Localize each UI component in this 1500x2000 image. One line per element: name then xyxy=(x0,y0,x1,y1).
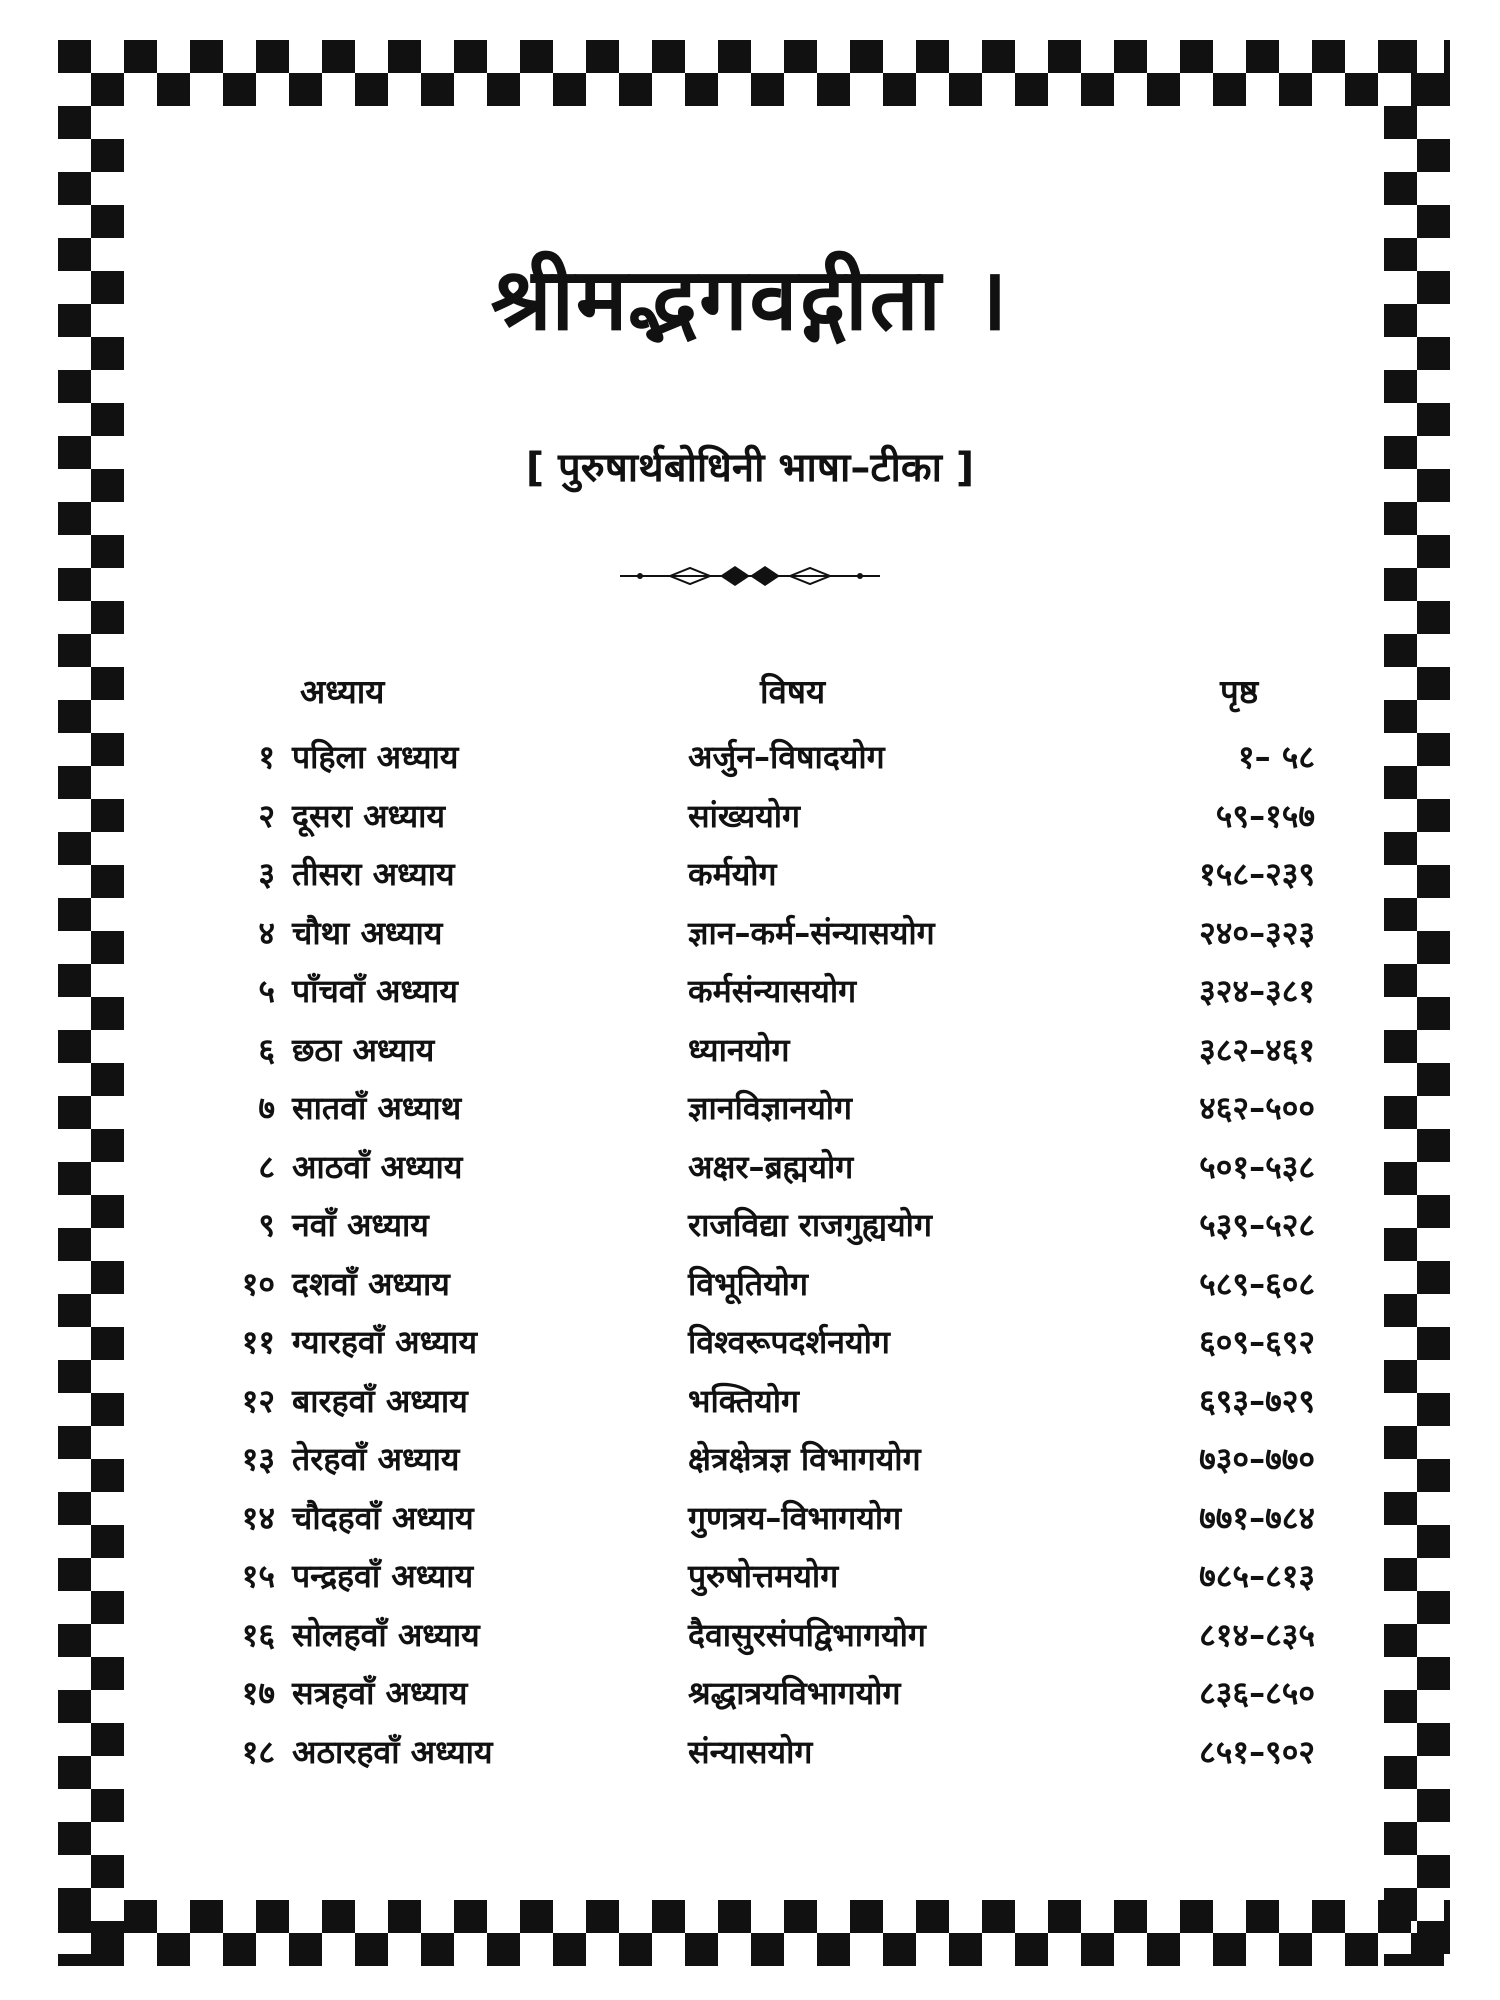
table-row xyxy=(0,1730,1500,1789)
border-square xyxy=(1417,667,1450,700)
border-square xyxy=(1384,172,1417,205)
border-square xyxy=(124,40,157,73)
border-square xyxy=(553,1933,586,1966)
chapter-number: ७ xyxy=(258,1089,275,1127)
column-header-page: पृष्ठ xyxy=(1220,672,1259,711)
page-title: श्रीमद्भगवद्गीता । xyxy=(490,250,1010,350)
border-top xyxy=(58,40,1450,106)
border-square xyxy=(1279,73,1312,106)
border-square xyxy=(784,1900,817,1933)
border-square xyxy=(1180,1900,1213,1933)
chapter-name: पन्द्रहवाँ अध्याय xyxy=(292,1557,474,1595)
border-square xyxy=(520,40,553,73)
border-square xyxy=(1147,1933,1180,1966)
chapter-pages: ५०१–५३८ xyxy=(1199,1147,1315,1186)
border-square xyxy=(256,40,289,73)
chapter-pages: ६९३–७२९ xyxy=(1199,1381,1315,1420)
border-square xyxy=(883,73,916,106)
border-square xyxy=(1048,40,1081,73)
border-square xyxy=(1384,1954,1417,1966)
chapter-number: ९ xyxy=(258,1206,275,1244)
chapter-pages: १५८–२३९ xyxy=(1199,855,1315,893)
chapter-subject: दैवासुरसंपद्विभागयोग xyxy=(688,1615,926,1654)
table-row xyxy=(0,911,1500,970)
border-square xyxy=(949,1933,982,1966)
chapter-subject: गुणत्रय–विभागयोग xyxy=(688,1498,902,1537)
ornament-divider xyxy=(600,556,900,596)
border-square xyxy=(157,73,190,106)
chapter-pages: ८१४–८३५ xyxy=(1199,1615,1315,1654)
table-row xyxy=(0,1671,1500,1730)
table-row xyxy=(0,1379,1500,1438)
table-row xyxy=(0,1496,1500,1555)
table-row xyxy=(0,1203,1500,1262)
border-square xyxy=(454,1900,487,1933)
chapter-name: चौदहवाँ अध्याय xyxy=(292,1498,474,1537)
border-square xyxy=(586,40,619,73)
chapter-name: चौथा अध्याय xyxy=(292,913,443,952)
chapter-subject: विभूतियोग xyxy=(688,1264,808,1303)
border-square xyxy=(652,1900,685,1933)
border-square xyxy=(355,1933,388,1966)
border-square xyxy=(1345,73,1378,106)
border-square xyxy=(949,73,982,106)
border-square xyxy=(1081,73,1114,106)
table-row xyxy=(0,1320,1500,1379)
border-square xyxy=(1312,1900,1345,1933)
chapter-pages: ८५१–९०२ xyxy=(1199,1732,1315,1771)
chapter-number: १४ xyxy=(241,1498,275,1537)
border-square xyxy=(1417,1855,1450,1888)
chapter-subject: श्रद्धात्रयविभागयोग xyxy=(688,1674,901,1712)
border-square xyxy=(91,535,124,568)
chapter-subject: सांख्ययोग xyxy=(688,796,801,835)
chapter-subject: संन्यासयोग xyxy=(688,1732,813,1771)
border-square xyxy=(916,40,949,73)
chapter-pages: ७८५–८१३ xyxy=(1199,1557,1315,1595)
chapter-pages: ५८९–६०८ xyxy=(1199,1264,1315,1303)
border-square xyxy=(58,568,91,601)
border-square xyxy=(1114,1900,1147,1933)
chapter-name: अठारहवाँ अध्याय xyxy=(292,1732,493,1771)
chapter-pages: ७३०–७७० xyxy=(1199,1440,1315,1478)
chapter-pages: १– ५८ xyxy=(1237,738,1315,776)
border-square xyxy=(1384,106,1417,139)
chapter-name: दशवाँ अध्याय xyxy=(292,1264,450,1303)
border-square xyxy=(58,40,91,73)
border-square xyxy=(223,73,256,106)
border-square xyxy=(388,1900,421,1933)
border-square xyxy=(619,1933,652,1966)
border-square xyxy=(157,1933,190,1966)
chapter-subject: विश्वरूपदर्शनयोग xyxy=(688,1323,890,1361)
table-row xyxy=(0,1613,1500,1672)
border-square xyxy=(91,403,124,436)
chapter-number: १८ xyxy=(241,1732,275,1771)
column-header-subject: विषय xyxy=(760,672,826,711)
border-square xyxy=(1279,1933,1312,1966)
chapter-subject: भक्तियोग xyxy=(688,1381,800,1420)
chapter-number: १६ xyxy=(241,1615,275,1654)
border-square xyxy=(817,73,850,106)
border-square xyxy=(1417,601,1450,634)
chapter-name: दूसरा अध्याय xyxy=(292,796,446,835)
border-square xyxy=(520,1900,553,1933)
table-row xyxy=(0,794,1500,853)
border-square xyxy=(1246,1900,1279,1933)
chapter-number: १७ xyxy=(241,1674,275,1712)
chapter-number: ४ xyxy=(258,913,275,952)
border-square xyxy=(58,634,91,667)
chapter-name: आठवाँ अध्याय xyxy=(292,1147,463,1186)
border-square xyxy=(817,1933,850,1966)
border-square xyxy=(1417,535,1450,568)
border-square xyxy=(91,1921,124,1954)
border-square xyxy=(91,1855,124,1888)
border-square xyxy=(322,1900,355,1933)
border-square xyxy=(1384,634,1417,667)
border-square xyxy=(58,1888,91,1921)
border-square xyxy=(652,40,685,73)
border-square xyxy=(1417,139,1450,172)
border-square xyxy=(421,1933,454,1966)
chapter-number: १५ xyxy=(241,1557,275,1595)
chapter-pages: ६०९–६९२ xyxy=(1199,1323,1315,1361)
table-row xyxy=(0,1086,1500,1145)
chapter-number: १३ xyxy=(241,1440,275,1478)
border-square xyxy=(58,1954,91,1966)
border-square xyxy=(1213,1933,1246,1966)
border-square xyxy=(1417,1921,1450,1954)
border-square xyxy=(1048,1900,1081,1933)
table-row xyxy=(0,735,1500,794)
border-square xyxy=(58,106,91,139)
border-square xyxy=(190,1900,223,1933)
chapter-pages: ३८२–४६१ xyxy=(1199,1030,1315,1069)
border-square xyxy=(58,700,91,733)
border-square xyxy=(256,1900,289,1933)
border-square xyxy=(1213,73,1246,106)
table-row xyxy=(0,1437,1500,1496)
border-square xyxy=(289,73,322,106)
chapter-number: १ xyxy=(258,738,275,776)
chapter-name: नवाँ अध्याय xyxy=(292,1206,429,1244)
border-bottom xyxy=(58,1900,1450,1966)
table-row xyxy=(0,1028,1500,1087)
chapter-pages: २४०–३२३ xyxy=(1199,913,1315,952)
border-square xyxy=(718,40,751,73)
chapter-subject: ज्ञान–कर्म–संन्यासयोग xyxy=(688,913,935,952)
chapter-number: १० xyxy=(241,1264,275,1303)
chapter-name: सातवाँ अध्याथ xyxy=(292,1089,462,1127)
border-square xyxy=(982,40,1015,73)
border-square xyxy=(1015,1933,1048,1966)
chapter-subject: कर्मसंन्यासयोग xyxy=(688,972,857,1010)
border-square xyxy=(982,1900,1015,1933)
chapter-name: पहिला अध्याय xyxy=(292,738,459,776)
border-square xyxy=(91,205,124,238)
chapter-name: ग्यारहवाँ अध्याय xyxy=(292,1323,478,1361)
table-row xyxy=(0,852,1500,911)
chapter-pages: ४६२–५०० xyxy=(1199,1089,1315,1127)
border-square xyxy=(850,40,883,73)
border-square xyxy=(91,139,124,172)
table-of-contents xyxy=(0,735,1500,1788)
border-square xyxy=(1417,1789,1450,1822)
chapter-name: सत्रहवाँ अध्याय xyxy=(292,1674,468,1712)
border-square xyxy=(124,1900,157,1933)
table-row xyxy=(0,1554,1500,1613)
border-square xyxy=(91,667,124,700)
chapter-number: १२ xyxy=(241,1381,275,1420)
border-square xyxy=(58,1822,91,1855)
chapter-name: तीसरा अध्याय xyxy=(292,855,455,893)
border-square xyxy=(619,73,652,106)
chapter-number: २ xyxy=(258,796,275,835)
chapter-subject: पुरुषोत्तमयोग xyxy=(688,1557,839,1595)
chapter-number: ८ xyxy=(258,1147,275,1186)
border-square xyxy=(784,40,817,73)
border-square xyxy=(586,1900,619,1933)
chapter-subject: क्षेत्रक्षेत्रज्ञ विभागयोग xyxy=(688,1440,921,1478)
border-square xyxy=(1384,1822,1417,1855)
table-row xyxy=(0,969,1500,1028)
border-square xyxy=(388,40,421,73)
border-square xyxy=(685,1933,718,1966)
border-square xyxy=(1180,40,1213,73)
chapter-subject: अक्षर–ब्रह्मयोग xyxy=(688,1147,854,1186)
border-square xyxy=(487,73,520,106)
chapter-number: ११ xyxy=(241,1323,275,1361)
border-square xyxy=(751,73,784,106)
chapter-subject: अर्जुन–विषादयोग xyxy=(688,738,885,776)
border-square xyxy=(718,1900,751,1933)
border-square xyxy=(1147,73,1180,106)
chapter-number: ३ xyxy=(258,855,275,893)
border-square xyxy=(850,1900,883,1933)
table-row xyxy=(0,1145,1500,1204)
border-square xyxy=(58,502,91,535)
chapter-name: बारहवाँ अध्याय xyxy=(292,1381,468,1420)
border-square xyxy=(1384,40,1417,73)
chapter-name: छठा अध्याय xyxy=(292,1030,435,1069)
border-square xyxy=(1312,40,1345,73)
border-square xyxy=(883,1933,916,1966)
chapter-name: पाँचवाँ अध्याय xyxy=(292,972,458,1010)
border-square xyxy=(1345,1933,1378,1966)
chapter-subject: राजविद्या राजगुह्ययोग xyxy=(688,1206,932,1244)
border-square xyxy=(91,601,124,634)
border-square xyxy=(1384,370,1417,403)
border-square xyxy=(1384,700,1417,733)
border-square xyxy=(1081,1933,1114,1966)
chapter-name: तेरहवाँ अध्याय xyxy=(292,1440,460,1478)
chapter-pages: ३२४–३८१ xyxy=(1199,972,1315,1010)
border-square xyxy=(322,40,355,73)
border-square xyxy=(553,73,586,106)
chapter-pages: ७७१–७८४ xyxy=(1199,1498,1315,1537)
border-square xyxy=(1114,40,1147,73)
border-square xyxy=(421,73,454,106)
border-square xyxy=(91,73,124,106)
border-square xyxy=(58,172,91,205)
border-square xyxy=(1015,73,1048,106)
border-square xyxy=(223,1933,256,1966)
border-square xyxy=(355,73,388,106)
border-square xyxy=(1246,40,1279,73)
chapter-number: ६ xyxy=(258,1030,275,1069)
border-square xyxy=(289,1933,322,1966)
border-square xyxy=(1417,73,1450,106)
chapter-subject: ध्यानयोग xyxy=(688,1030,790,1069)
border-square xyxy=(751,1933,784,1966)
chapter-name: सोलहवाँ अध्याय xyxy=(292,1615,480,1654)
border-square xyxy=(1384,568,1417,601)
chapter-number: ५ xyxy=(258,972,275,1010)
chapter-pages: ५९–१५७ xyxy=(1215,796,1315,835)
border-square xyxy=(685,73,718,106)
border-square xyxy=(58,370,91,403)
border-square xyxy=(1384,1888,1417,1921)
chapter-pages: ८३६–८५० xyxy=(1199,1674,1315,1712)
border-square xyxy=(1417,403,1450,436)
page-subtitle: [ पुरुषार्थबोधिनी भाषा–टीका ] xyxy=(525,445,975,491)
table-row xyxy=(0,1262,1500,1321)
border-square xyxy=(1417,205,1450,238)
border-square xyxy=(91,1789,124,1822)
border-square xyxy=(487,1933,520,1966)
chapter-pages: ५३९–५२८ xyxy=(1199,1206,1315,1244)
chapter-subject: ज्ञानविज्ञानयोग xyxy=(688,1089,853,1127)
chapter-subject: कर्मयोग xyxy=(688,855,777,893)
column-header-chapter: अध्याय xyxy=(300,672,385,711)
border-square xyxy=(1384,502,1417,535)
border-square xyxy=(190,40,223,73)
border-square xyxy=(454,40,487,73)
border-square xyxy=(916,1900,949,1933)
